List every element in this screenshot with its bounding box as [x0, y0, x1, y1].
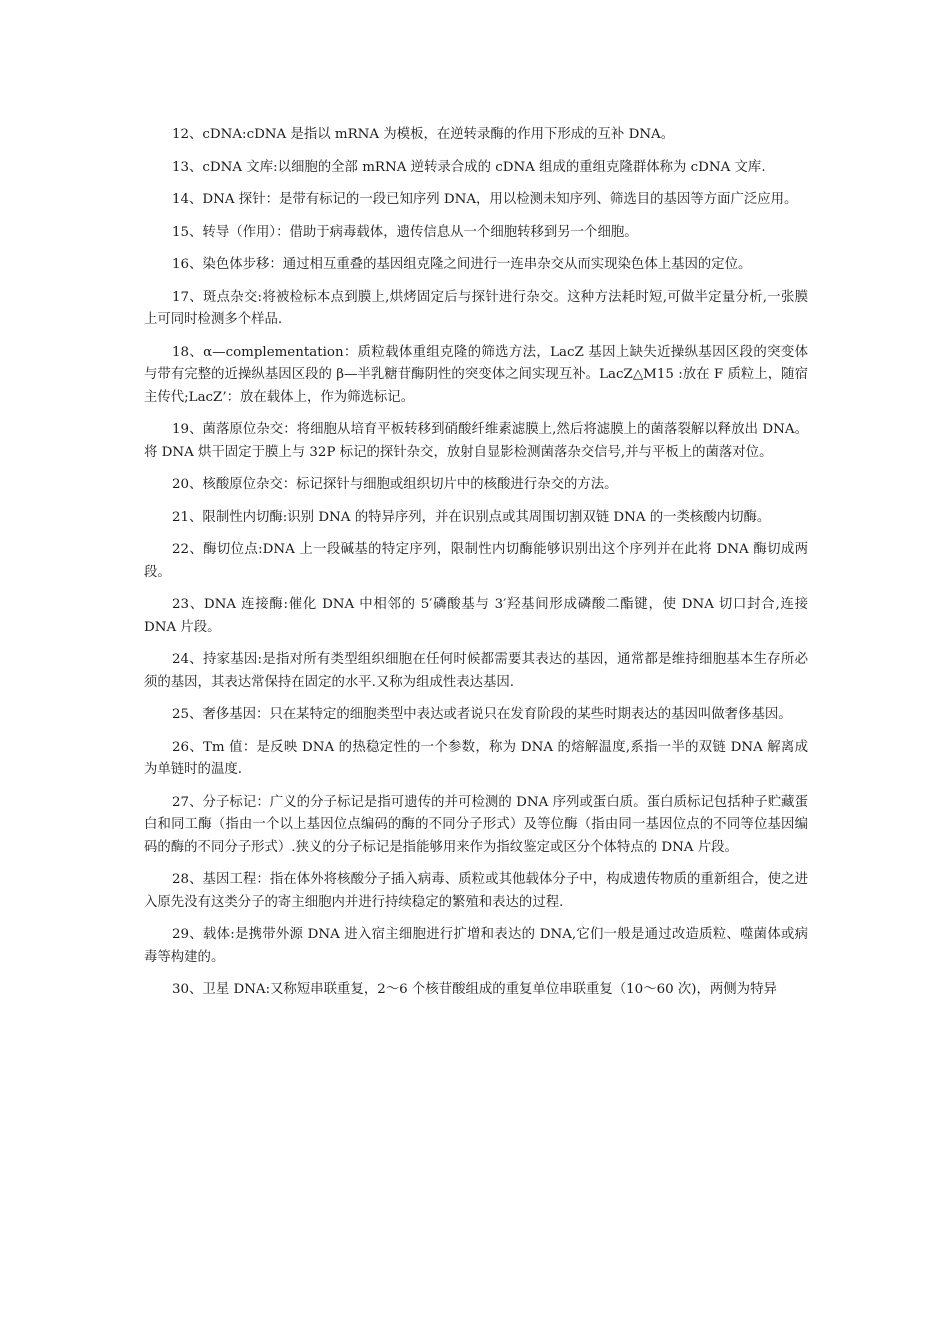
glossary-entry-22: 22、酶切位点:DNA 上一段碱基的特定序列，限制性内切酶能够识别出这个序列并在此将 DNA 酶切成两段。 — [144, 542, 808, 580]
document-body — [144, 124, 808, 1012]
glossary-entry-17: 17、斑点杂交:将被检标本点到膜上,烘烤固定后与探针进行杂交。这种方法耗时短,可做半定量分析,一张膜上可同时检测多个样品. — [144, 289, 808, 327]
glossary-entry-23: 23、DNA 连接酶:催化 DNA 中相邻的 5′磷酸基与 3′羟基间形成磷酸二酯键，使 DNA 切口封合,连接 DNA 片段。 — [144, 597, 808, 635]
glossary-entry-29: 29、载体:是携带外源 DNA 进入宿主细胞进行扩增和表达的 DNA,它们一般是通过改造质粒、噬菌体或病毒等构建的。 — [144, 927, 808, 965]
glossary-entry-12: 12、cDNA:cDNA 是指以 mRNA 为模板，在逆转录酶的作用下形成的互补 DNA。 — [172, 127, 675, 142]
glossary-entry-21: 21、限制性内切酶:识别 DNA 的特异序列，并在识别点或其周围切割双链 DNA 的一类核酸内切酶。 — [172, 509, 771, 525]
glossary-entry-14: 14、DNA 探针：是带有标记的一段已知序列 DNA，用以检测未知序列、筛选目的基因等方面广泛应用。 — [172, 192, 798, 207]
glossary-entry-16: 16、染色体步移：通过相互重叠的基因组克隆之间进行一连串杂交从而实现染色体上基因的定位。 — [172, 257, 752, 272]
glossary-entry-15: 15、转导（作用）：借助于病毒载体，遗传信息从一个细胞转移到另一个细胞。 — [172, 224, 638, 240]
glossary-entry-25: 25、奢侈基因：只在某特定的细胞类型中表达或者说只在发育阶段的某些时期表达的基因叫做奢侈基因。 — [172, 707, 792, 722]
glossary-entry-30: 30、卫星 DNA:又称短串联重复，2～6 个核苷酸组成的重复单位串联重复（10～60 次)，两侧为特异 — [172, 982, 777, 997]
glossary-entry-18: 18、α—complementation：质粒载体重组克隆的筛选方法，LacZ 基因上缺失近操纵基因区段的突变体与带有完整的近操纵基因区段的 β—半乳糖苷酶阴性的突变体之间实现互补。LacZ△M15 :放在 F 质粒上，随宿主传代;LacZ’：放在载体上，作为筛选标记。 — [144, 344, 808, 405]
glossary-entry-27: 27、分子标记：广义的分子标记是指可遗传的并可检测的 DNA 序列或蛋白质。蛋白质标记包括种子贮藏蛋白和同工酶（指由一个以上基因位点编码的酶的不同分子形式）及等位酶（指由同一基因位点的不同等位基因编码的酶的不同分子形式）.狭义的分子标记是指能够用来作为指纹鉴定或区分个体特点的 DNA 片段。 — [144, 794, 809, 855]
glossary-entry-20: 20、核酸原位杂交：标记探针与细胞或组织切片中的核酸进行杂交的方法。 — [172, 477, 618, 492]
glossary-entry-13: 13、cDNA 文库:以细胞的全部 mRNA 逆转录合成的 cDNA 组成的重组克隆群体称为 cDNA 文库. — [172, 159, 766, 175]
glossary-entry-26: 26、Tm 值：是反映 DNA 的热稳定性的一个参数，称为 DNA 的熔解温度,系指一半的双链 DNA 解离成为单链时的温度. — [144, 739, 808, 777]
glossary-entry-28: 28、基因工程：指在体外将核酸分子插入病毒、质粒或其他载体分子中，构成遗传物质的重新组合，使之进入原先没有这类分子的寄主细胞内并进行持续稳定的繁殖和表达的过程. — [144, 872, 808, 910]
glossary-entry-24: 24、持家基因:是指对所有类型组织细胞在任何时候都需要其表达的基因，通常都是维持细胞基本生存所必须的基因，其表达常保持在固定的水平.又称为组成性表达基因. — [144, 652, 808, 690]
glossary-entry-19: 19、菌落原位杂交：将细胞从培育平板转移到硝酸纤维素滤膜上,然后将滤膜上的菌落裂解以释放出 DNA。将 DNA 烘干固定于膜上与 32P 标记的探针杂交，放射自显影检测菌落杂交信号,并与平板上的菌落对位。 — [144, 422, 808, 460]
